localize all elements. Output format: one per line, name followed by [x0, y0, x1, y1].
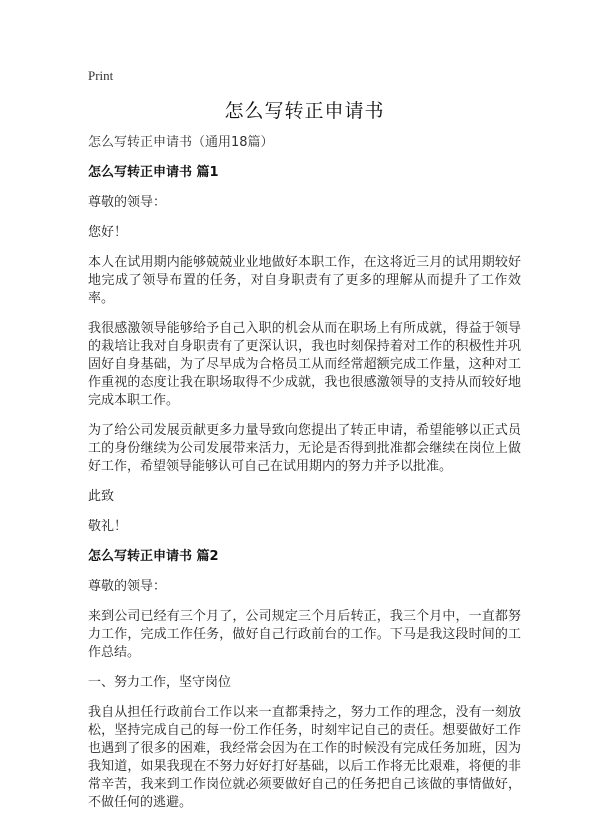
document-page: [88, 68, 521, 824]
document-subtitle: 怎么写转正申请书（通用18篇）: [88, 135, 274, 150]
greeting: 您好！: [88, 225, 128, 240]
page-title: 怎么写转正申请书: [224, 100, 385, 122]
section-heading: 怎么写转正申请书 篇2: [88, 549, 219, 564]
print-link[interactable]: Print: [88, 68, 114, 83]
subheading: 一、努力工作，坚守岗位: [88, 675, 232, 690]
salutation: 尊敬的领导：: [88, 195, 167, 210]
body-paragraph: 我很感激领导能够给予自己入职的机会从而在职场上有所成就，得益于领导的栽培让我对自身职责有了更深认识，我也时刻保持着对工作的积极性并巩固好自身基础，为了尽早成为合格员工从而经常超额完成工作量，这种对工作重视的态度让我在职场取得不少成就，我也很感激领导的支持从而较好地完成本职工作。: [88, 321, 521, 408]
body-paragraph: 来到公司已经有三个月了，公司规定三个月后转正，我三个月中，一直都努力工作，完成工作任务，做好自己行政前台的工作。下马是我这段时间的工作总结。: [88, 609, 521, 660]
salutation: 尊敬的领导：: [88, 579, 167, 594]
body-paragraph: 我自从担任行政前台工作以来一直都秉持之，努力工作的理念，没有一刻放松，坚持完成自己的每一份工作任务，时刻牢记自己的责任。想要做好工作也遇到了很多的困难，我经常会因为在工作的时候没有完成任务加班，因为我知道，如果我现在不努力好好打好基础，以后工作将无比艰难，将便的非常辛苦，我来到工作岗位就必须要做好自己的任务把自己该做的事情做好，不做任何的逃避。: [88, 705, 521, 810]
section-2: [88, 548, 521, 812]
body-paragraph: 为了给公司发展贡献更多力量导致向您提出了转正申请，希望能够以正式员工的身份继续为公司发展带来活力，无论是否得到批准都会继续在岗位上做好工作，希望领导能够认可自己在试用期内的努力并予以批准。: [88, 423, 521, 474]
section-heading: 怎么写转正申请书 篇1: [88, 165, 219, 180]
body-paragraph: 本人在试用期内能够兢兢业业地做好本职工作，在这将近三月的试用期较好地完成了领导布置的任务，对自身职责有了更多的理解从而提升了工作效率。: [88, 255, 521, 306]
closing: 此致: [88, 489, 115, 504]
section-1: [88, 164, 521, 536]
closing-regards: 敬礼！: [88, 519, 128, 534]
